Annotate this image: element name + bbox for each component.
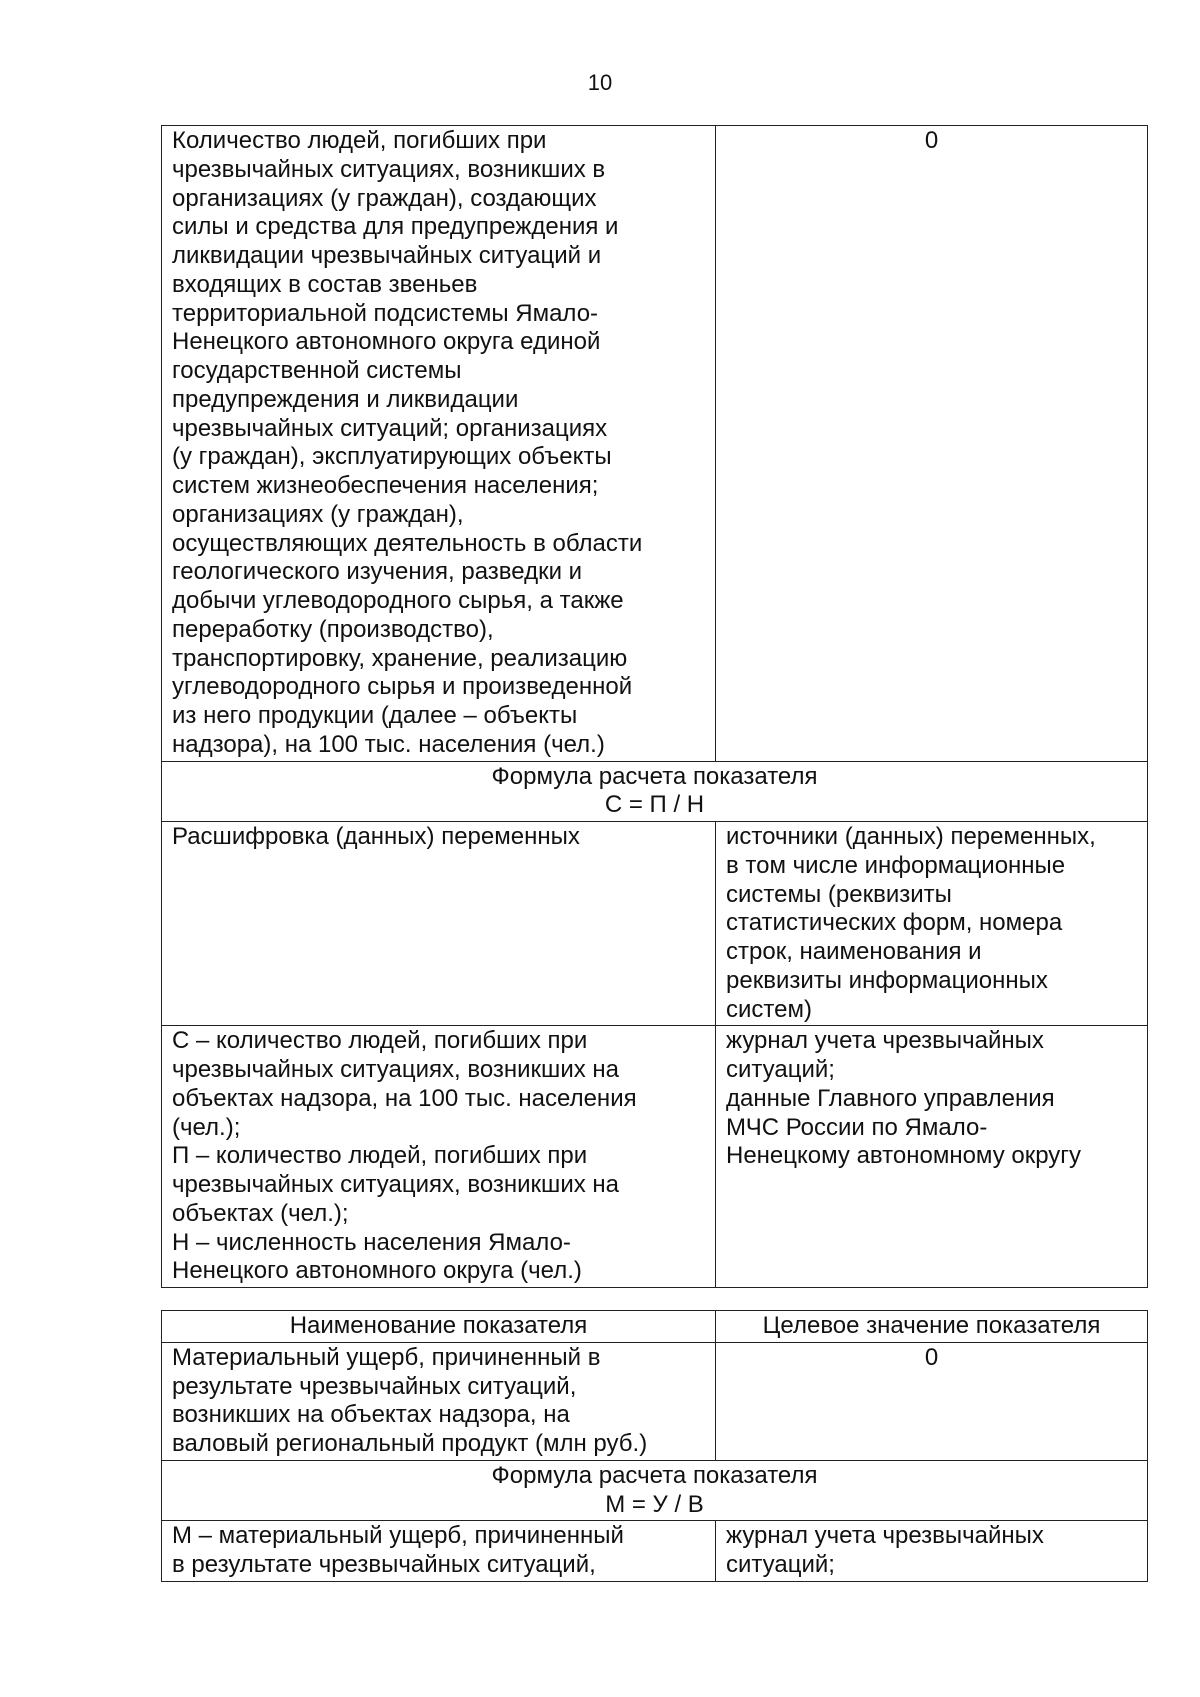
text-line: в том числе информационные: [726, 851, 1066, 879]
text-line: геологического изучения, разведки и: [172, 558, 583, 586]
text-line: транспортировку, хранение, реализацию: [172, 644, 628, 672]
text-line: чрезвычайных ситуациях, возникших в: [172, 155, 606, 183]
text-line: организациях (у граждан), создающих: [172, 184, 597, 212]
formula-cell: [162, 761, 1148, 822]
indicator-table-damage: [161, 1310, 1148, 1582]
sources-description: [726, 1027, 1137, 1171]
text-line: М – материальный ущерб, причиненный: [172, 1522, 624, 1550]
text-line: журнал учета чрезвычайных: [726, 1522, 1044, 1550]
table-row: [162, 1460, 1148, 1521]
formula-heading: Формула расчета показателя: [491, 762, 818, 790]
formula: М = У / В: [605, 1490, 704, 1518]
text-line: систем жизнеобеспечения населения;: [172, 472, 599, 499]
text-line: П – количество людей, погибших при: [172, 1142, 588, 1170]
table-row: [162, 1342, 1148, 1460]
text-line: надзора), на 100 тыс. населения (чел.): [172, 730, 605, 758]
sources-header: [726, 823, 1137, 1024]
text-line: в результате чрезвычайных ситуаций,: [172, 1551, 596, 1578]
header-indicator-name-label: Наименование показателя: [289, 1312, 588, 1339]
text-line: результате чрезвычайных ситуаций,: [172, 1372, 577, 1400]
table-row: [162, 126, 1148, 762]
formula-heading: Формула расчета показателя: [491, 1461, 818, 1489]
table-row: [162, 761, 1148, 822]
text-line: территориальной подсистемы Ямало-: [172, 299, 599, 327]
indicator-name-cell: [162, 1342, 716, 1460]
table-row: [162, 1521, 1148, 1582]
indicator-name: [172, 1344, 705, 1459]
formula-cell: [162, 1460, 1148, 1521]
variables-description: [172, 1522, 705, 1580]
text-line: объектах (чел.);: [172, 1199, 349, 1227]
text-line: строк, наименования и: [726, 938, 982, 965]
table-row: [162, 1026, 1148, 1288]
text-line: валовый региональный продукт (млн руб.): [172, 1430, 648, 1457]
text-line: Количество людей, погибших при: [172, 127, 547, 154]
text-line: (чел.);: [172, 1113, 241, 1141]
text-line: (у граждан), эксплуатирующих объекты: [172, 443, 612, 471]
table-header-row: [162, 1311, 1148, 1343]
variables-cell: [162, 1026, 716, 1288]
text-line: переработку (производство),: [172, 615, 494, 643]
text-line: осуществляющих деятельность в области: [172, 529, 643, 557]
text-line: объектах надзора, на 100 тыс. населения: [172, 1084, 637, 1112]
indicator-name-cell: [162, 126, 716, 762]
text-line: добычи углеводородного сырья, а также: [172, 587, 624, 614]
sources-cell: [716, 1521, 1148, 1582]
target-value-cell: [716, 126, 1148, 762]
text-line: данные Главного управления: [726, 1084, 1055, 1112]
text-line: реквизиты информационных: [726, 966, 1048, 994]
text-line: Материальный ущерб, причиненный в: [172, 1343, 601, 1371]
text-line: организациях (у граждан),: [172, 500, 464, 528]
text-line: систем): [726, 995, 812, 1023]
target-value: 0: [924, 1343, 939, 1371]
text-line: Ненецкого автономного округа единой: [172, 328, 601, 356]
text-line: журнал учета чрезвычайных: [726, 1027, 1044, 1055]
text-line: ситуаций;: [726, 1056, 835, 1083]
text-line: силы и средства для предупреждения и: [172, 213, 619, 241]
text-line: Ненецкому автономному округу: [726, 1142, 1082, 1170]
sources-cell: [716, 1026, 1148, 1288]
text-line: чрезвычайных ситуаций; организациях: [172, 414, 608, 442]
text-line: статистических форм, номера: [726, 909, 1063, 937]
sources-header-cell: [716, 822, 1148, 1026]
indicator-table-casualties: [161, 125, 1148, 1288]
text-line: С – количество людей, погибших при: [172, 1027, 588, 1055]
header-target-value: [716, 1311, 1148, 1343]
text-line: системы (реквизиты: [726, 880, 952, 908]
text-line: источники (данных) переменных,: [726, 823, 1096, 850]
variables-description: [172, 1027, 705, 1286]
text-line: Н – численность населения Ямало-: [172, 1228, 571, 1256]
text-line: входящих в состав звеньев: [172, 270, 478, 298]
text-line: углеводородного сырья и произведенной: [172, 673, 633, 701]
text-line: ситуаций;: [726, 1551, 835, 1578]
text-line: Ненецкого автономного округа (чел.): [172, 1257, 582, 1285]
variables-cell: [162, 1521, 716, 1582]
header-target-value-label: Целевое значение показателя: [762, 1312, 1101, 1339]
header-indicator-name: [162, 1311, 716, 1343]
formula: С = П / Н: [604, 791, 705, 819]
text-line: ликвидации чрезвычайных ситуаций и: [172, 242, 602, 269]
target-value-cell: [716, 1342, 1148, 1460]
sources-description: [726, 1522, 1137, 1580]
page-number: 10: [587, 70, 613, 95]
variables-header-cell: [162, 822, 716, 1026]
text-line: чрезвычайных ситуациях, возникших на: [172, 1171, 619, 1198]
text-line: возникших на объектах надзора, на: [172, 1401, 570, 1429]
variables-header: Расшифровка (данных) переменных: [172, 823, 580, 850]
indicator-name: [172, 127, 705, 760]
text-line: из него продукции (далее – объекты: [172, 702, 578, 729]
target-value: 0: [924, 127, 939, 154]
text-line: чрезвычайных ситуациях, возникших на: [172, 1056, 619, 1083]
text-line: МЧС России по Ямало-: [726, 1113, 988, 1141]
text-line: государственной системы: [172, 357, 462, 384]
text-line: предупреждения и ликвидации: [172, 385, 519, 413]
table-row: [162, 822, 1148, 1026]
